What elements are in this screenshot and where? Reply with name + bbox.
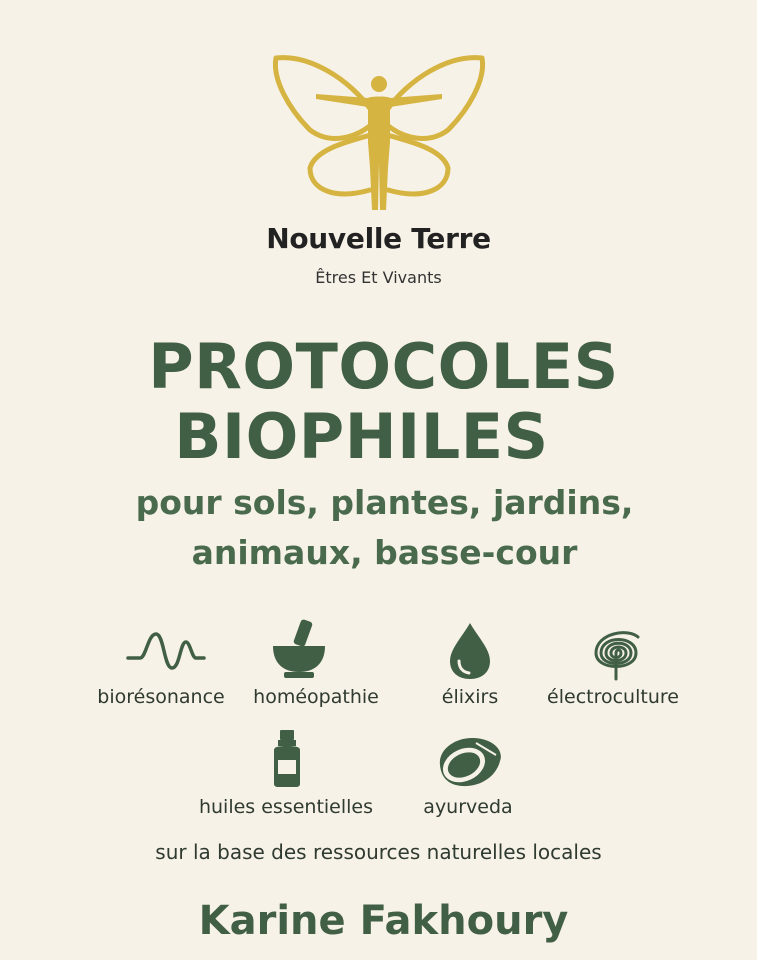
mortar-pestle-icon (270, 618, 328, 680)
spiral-antenna-icon (588, 625, 644, 681)
brand-name: Nouvelle Terre (266, 222, 491, 255)
method-label-homeopathie: homéopathie (253, 686, 379, 708)
method-label-bioresonance: biorésonance (97, 686, 225, 708)
title-line-2: BIOPHILES (174, 400, 549, 473)
subtitle-line-1: pour sols, plantes, jardins, (135, 483, 634, 522)
local-resources-note: sur la base des ressources naturelles locales (155, 840, 602, 864)
wave-icon (126, 630, 206, 672)
author-name: Karine Fakhoury (198, 898, 569, 944)
brand-tagline: Êtres Et Vivants (315, 268, 442, 287)
butterfly-human-icon (270, 50, 488, 212)
coconut-icon (436, 735, 504, 789)
method-label-ayurveda: ayurveda (423, 796, 513, 818)
subtitle-line-2: animaux, basse-cour (191, 533, 578, 572)
bottle-icon (270, 728, 304, 788)
method-label-elixirs: élixirs (441, 686, 499, 708)
drop-icon (448, 621, 492, 681)
method-label-huiles-essentielles: huiles essentielles (198, 796, 374, 818)
method-label-electroculture: électroculture (547, 686, 679, 708)
title-line-1: PROTOCOLES (148, 330, 619, 403)
